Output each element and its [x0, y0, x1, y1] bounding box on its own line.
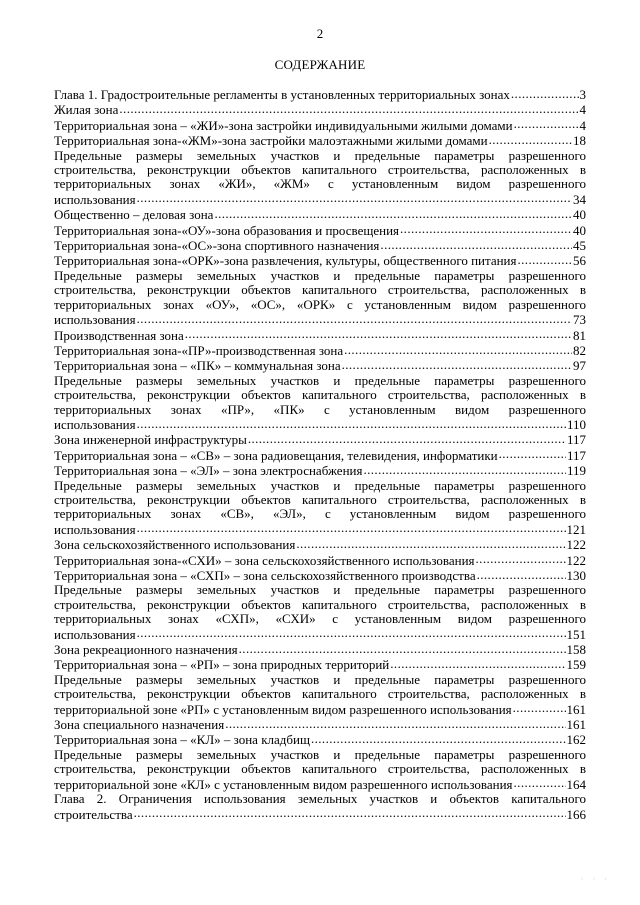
- toc-entry-title: Территориальная зона – «ЖИ»-зона застройки индивидуальными жилыми домами: [54, 118, 513, 133]
- dot-leader: [363, 463, 565, 475]
- dot-leader: [513, 702, 566, 714]
- toc-entry-row: [54, 102, 586, 117]
- toc-page-number: 110: [566, 416, 586, 432]
- toc-entry-title: использования: [54, 627, 136, 642]
- toc-entry-line: строительства, реконструкции объектов капитального строительства, расположенных в: [54, 282, 586, 298]
- toc-page-number: 122: [566, 537, 586, 553]
- toc-entry-title: Территориальная зона-«ПР»-производственная зона: [54, 343, 344, 358]
- toc-entry[interactable]: [54, 732, 586, 747]
- toc-entry-row: [54, 253, 586, 268]
- toc-entry-line: Предельные размеры земельных участков и предельные параметры разрешенного: [54, 267, 586, 283]
- toc-entry-row: [54, 133, 586, 148]
- toc-entry-row: [54, 192, 586, 207]
- toc-entry[interactable]: [54, 358, 586, 373]
- toc-entry-title: Территориальная зона – «СХП» – зона сельскохозяйственного производства: [54, 569, 476, 583]
- toc-page-number: 34: [573, 191, 586, 207]
- toc-entry-line: Предельные размеры земельных участков и предельные параметры разрешенного: [54, 671, 586, 687]
- toc-entry-line: Предельные размеры земельных участков и предельные параметры разрешенного: [54, 746, 586, 762]
- toc-entry-title: Территориальная зона-«ОРК»-зона развлечения, культуры, общественного питания: [54, 254, 517, 269]
- toc-entry[interactable]: [54, 328, 586, 343]
- toc-entry[interactable]: [54, 583, 586, 642]
- toc-entry[interactable]: [54, 238, 586, 253]
- toc-entry-title: Территориальная зона – «КЛ» – зона кладбищ: [54, 733, 310, 748]
- toc-entry-title: Зона инженерной инфраструктуры: [54, 433, 247, 448]
- toc-page-number: 164: [566, 776, 586, 792]
- toc-entry-row: [54, 223, 586, 238]
- dot-leader: [342, 358, 572, 370]
- dot-leader: [137, 192, 572, 204]
- toc-entry-row: [54, 732, 586, 747]
- toc-entry-row: [54, 417, 586, 432]
- toc-entry-title: территориальной зоне «РП» с установленным видом разрешенного использования: [54, 702, 512, 717]
- toc-entry-line: территориальных зонах «СХП», «СХИ» с установленным видом разрешенного: [54, 611, 586, 627]
- toc-entry-line: строительства, реконструкции объектов капитального строительства, расположенных в: [54, 491, 586, 507]
- toc-entry[interactable]: [54, 748, 586, 792]
- toc-entry-title: использования: [54, 192, 136, 207]
- toc-entry-line: строительства, реконструкции объектов капитального строительства, расположенных в: [54, 686, 586, 702]
- toc-entry-title: Территориальная зона-«ЖМ»-зона застройки малоэтажными жилыми домами: [54, 134, 488, 149]
- toc-page-number: 40: [573, 207, 586, 223]
- toc-entry-row: [54, 568, 586, 583]
- toc-page-number: 56: [573, 253, 586, 269]
- dot-leader: [489, 133, 572, 145]
- toc-entry[interactable]: [54, 568, 586, 583]
- toc-page-number: 4: [579, 102, 586, 118]
- toc-entry[interactable]: [54, 269, 586, 328]
- toc-entry-title: Жилая зона: [54, 103, 119, 118]
- toc-page-number: 122: [566, 552, 586, 568]
- toc-page-number: 162: [566, 732, 586, 748]
- toc-entry-line: Предельные размеры земельных участков и предельные параметры разрешенного: [54, 147, 586, 163]
- toc-entry-row: [54, 553, 586, 568]
- toc-entry-row: [54, 87, 586, 102]
- toc-entry[interactable]: [54, 479, 586, 538]
- toc-entry[interactable]: [54, 673, 586, 717]
- toc-entry-title: Производственная зона: [54, 328, 184, 343]
- toc-entry-title: использования: [54, 313, 136, 328]
- toc-entry-title: Зона рекреационного назначения: [54, 643, 238, 658]
- toc-entry[interactable]: [54, 463, 586, 478]
- toc-page-number: 161: [566, 701, 586, 717]
- toc-entry-title: использования: [54, 522, 136, 537]
- dot-leader: [134, 807, 566, 819]
- dot-leader: [185, 328, 572, 340]
- toc-entry-line: территориальных зонах «СВ», «ЭЛ», с установленным видом разрешенного: [54, 506, 586, 522]
- dot-leader: [248, 432, 566, 444]
- toc-page-number: 130: [566, 568, 586, 583]
- toc-entry-line: Предельные размеры земельных участков и предельные параметры разрешенного: [54, 372, 586, 388]
- toc-entry-line: территориальных зонах «ЖИ», «ЖМ» с установленным видом разрешенного: [54, 176, 586, 192]
- toc-page-number: 82: [573, 342, 586, 358]
- toc-entry[interactable]: [54, 717, 586, 732]
- dot-leader: [514, 118, 579, 130]
- toc-entry-line: территориальных зонах «ОУ», «ОС», «ОРК» с установленным видом разрешенного: [54, 296, 586, 312]
- toc-entry-line: строительства, реконструкции объектов капитального строительства, расположенных в: [54, 596, 586, 612]
- toc-entry[interactable]: [54, 133, 586, 148]
- toc-entry[interactable]: [54, 432, 586, 447]
- dot-leader: [390, 657, 565, 669]
- toc-page-number: 81: [573, 327, 586, 343]
- toc-page-number: 158: [566, 642, 586, 658]
- toc-page-number: 151: [566, 626, 586, 642]
- toc-entry-row: [54, 463, 586, 478]
- toc-entry-line: строительства, реконструкции объектов капитального строительства, расположенных в: [54, 761, 586, 777]
- toc-entry-title: использования: [54, 417, 136, 432]
- dot-leader: [137, 627, 566, 639]
- toc-entry-row: [54, 238, 586, 253]
- toc-entry-row: [54, 312, 586, 327]
- toc-entry-row: [54, 432, 586, 447]
- toc-page-number: 18: [573, 133, 586, 149]
- toc-entry[interactable]: [54, 792, 586, 822]
- dot-leader: [477, 568, 566, 580]
- dot-leader: [119, 102, 578, 114]
- toc-page-number: 4: [579, 117, 586, 133]
- toc-page-number: 117: [566, 447, 586, 463]
- toc-entry[interactable]: [54, 374, 586, 433]
- toc-page-number: 97: [573, 358, 586, 374]
- toc-entry-title: Территориальная зона-«ОУ»-зона образования и просвещения: [54, 223, 400, 238]
- dot-leader: [514, 777, 566, 789]
- toc-entry-line: строительства, реконструкции объектов капитального строительства, расположенных в: [54, 162, 586, 178]
- toc-entry-row: [54, 642, 586, 657]
- toc-page-number: 119: [566, 463, 586, 479]
- dot-leader: [344, 343, 572, 355]
- dot-leader: [137, 417, 566, 429]
- toc-page-number: 159: [566, 657, 586, 673]
- toc-entry-row: [54, 777, 586, 792]
- toc-entry[interactable]: [54, 448, 586, 463]
- toc-entry-row: [54, 702, 586, 717]
- dot-leader: [214, 207, 572, 219]
- dot-leader: [511, 87, 579, 99]
- toc-page-number: 121: [566, 521, 586, 537]
- toc-entry-row: [54, 627, 586, 642]
- toc-entry-line: строительства, реконструкции объектов капитального строительства, расположенных в: [54, 387, 586, 403]
- toc-entry-row: [54, 522, 586, 537]
- dot-leader: [518, 253, 573, 265]
- toc-entry-line: территориальных зонах «ПР», «ПК» с установленным видом разрешенного: [54, 401, 586, 417]
- toc-entry[interactable]: [54, 149, 586, 208]
- toc-page-number: 161: [566, 717, 586, 733]
- page-number: 2: [316, 26, 324, 41]
- toc-entry-row: [54, 537, 586, 552]
- toc-entry-line: Предельные размеры земельных участков и предельные параметры разрешенного: [54, 582, 586, 598]
- toc-entry-title: строительства: [54, 807, 133, 822]
- toc-page-number: 73: [573, 312, 586, 328]
- toc-entry[interactable]: [54, 343, 586, 358]
- toc-entry-title: Зона сельскохозяйственного использования: [54, 538, 296, 553]
- toc-entry-title: территориальной зоне «КЛ» с установленным видом разрешенного использования: [54, 777, 513, 792]
- toc-entry-title: Территориальная зона – «РП» – зона природных территорий: [54, 658, 390, 673]
- dot-leader: [380, 238, 572, 250]
- toc-entry[interactable]: [54, 87, 586, 102]
- toc-entry-title: Территориальная зона – «ЭЛ» – зона электроснабжения: [54, 464, 363, 479]
- toc-entry[interactable]: [54, 642, 586, 657]
- dot-leader: [225, 717, 565, 729]
- toc-entry-title: Территориальная зона-«ОС»-зона спортивного назначения: [54, 239, 380, 254]
- toc-entry-row: [54, 328, 586, 343]
- toc-entry[interactable]: [54, 102, 586, 117]
- toc-page-number: 40: [573, 222, 586, 238]
- toc-page-number: 166: [566, 806, 586, 822]
- toc-entry-row: [54, 717, 586, 732]
- toc-entry-row: [54, 448, 586, 463]
- toc-entry[interactable]: [54, 118, 586, 133]
- toc-entry[interactable]: [54, 207, 586, 222]
- scan-artifact: · · ·: [580, 875, 610, 885]
- toc-entry[interactable]: [54, 537, 586, 552]
- toc-entry-title: Территориальная зона – «ПК» – коммунальная зона: [54, 359, 341, 374]
- dot-leader: [137, 312, 572, 324]
- toc-entry-row: [54, 657, 586, 672]
- toc-entry[interactable]: [54, 553, 586, 568]
- toc-entry-title: Глава 1. Градостроительные регламенты в установленных территориальных зонах: [54, 88, 510, 102]
- toc-entry-row: [54, 343, 586, 358]
- dot-leader: [239, 642, 566, 654]
- toc-entry-title: Общественно – деловая зона: [54, 208, 214, 223]
- toc-entry[interactable]: [54, 223, 586, 238]
- dot-leader: [296, 537, 565, 549]
- toc-page-number: 3: [579, 87, 586, 102]
- toc-entry[interactable]: [54, 657, 586, 672]
- toc-entry-line: Предельные размеры земельных участков и предельные параметры разрешенного: [54, 477, 586, 493]
- table-of-contents: [54, 87, 586, 822]
- toc-title: СОДЕРЖАНИЕ: [274, 57, 366, 72]
- dot-leader: [137, 522, 566, 534]
- toc-page-number: 45: [573, 238, 586, 254]
- toc-entry-line: Глава 2. Ограничения использования земельных участков и объектов капитального: [54, 791, 586, 807]
- toc-entry[interactable]: [54, 253, 586, 268]
- toc-entry-row: [54, 118, 586, 133]
- dot-leader: [476, 553, 566, 565]
- toc-entry-row: [54, 807, 586, 822]
- toc-entry-title: Зона специального назначения: [54, 718, 225, 733]
- toc-page-number: 117: [566, 432, 586, 448]
- dot-leader: [400, 223, 572, 235]
- toc-entry-title: Территориальная зона-«СХИ» – зона сельскохозяйственного использования: [54, 553, 475, 568]
- toc-entry-title: Территориальная зона – «СВ» – зона радиовещания, телевидения, информатики: [54, 448, 498, 463]
- toc-entry-row: [54, 207, 586, 222]
- dot-leader: [499, 448, 566, 460]
- toc-entry-row: [54, 358, 586, 373]
- dot-leader: [311, 732, 566, 744]
